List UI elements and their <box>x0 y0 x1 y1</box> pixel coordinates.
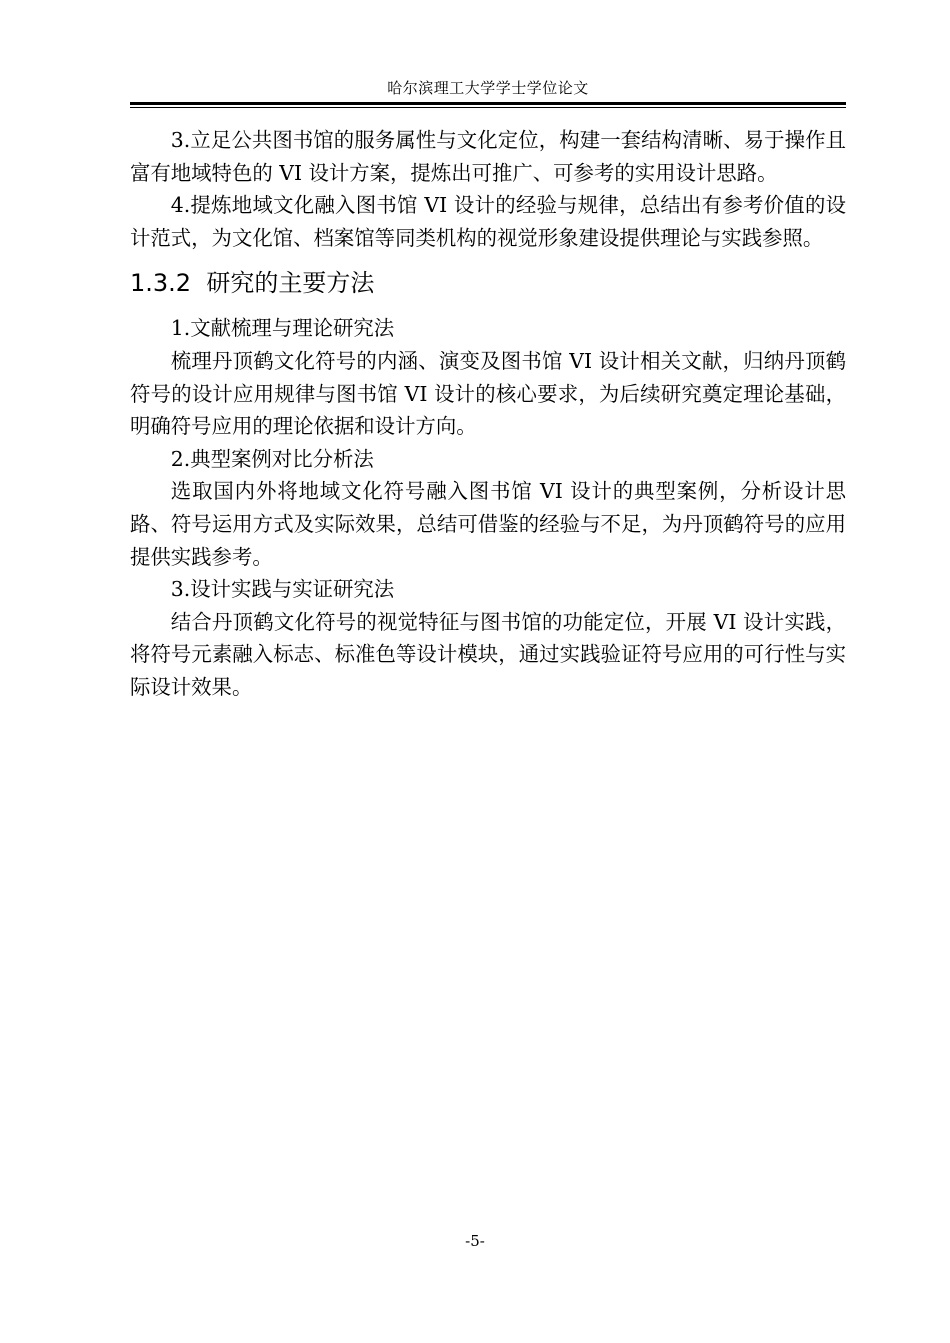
section-title: 研究的主要方法 <box>206 269 375 298</box>
page-number: -5- <box>465 1232 485 1250</box>
method-2-text: 选取国内外将地域文化符号融入图书馆 VI 设计的典型案例，分析设计思路、符号运用方式及实际效果，总结可借鉴的经验与不足，为丹顶鹤符号的应用提供实践参考。 <box>130 479 846 569</box>
paragraph-goal-4: 4.提炼地域文化融入图书馆 VI 设计的经验与规律，总结出有参考价值的设计范式，为文化馆、档案馆等同类机构的视觉形象建设提供理论与实践参照。 <box>130 193 846 250</box>
document-body <box>130 124 846 704</box>
page-header <box>130 77 846 99</box>
method-1-text: 梳理丹顶鹤文化符号的内涵、演变及图书馆 VI 设计相关文献，归纳丹顶鹤符号的设计应用规律与图书馆 VI 设计的核心要求，为后续研究奠定理论基础，明确符号应用的理论依据和设计方向。 <box>130 348 846 439</box>
header-title: 哈尔滨理工大学学士学位论文 <box>387 79 589 97</box>
header-rule <box>130 102 846 108</box>
method-3-title: 3.设计实践与实证研究法 <box>170 577 395 602</box>
section-heading <box>130 266 846 300</box>
method-2-title: 2.典型案例对比分析法 <box>170 446 374 471</box>
method-1-title: 1.文献梳理与理论研究法 <box>170 316 395 341</box>
method-3-text: 结合丹顶鹤文化符号的视觉特征与图书馆的功能定位，开展 VI 设计实践，将符号元素融入标志、标准色等设计模块，通过实践验证符号应用的可行性与实际设计效果。 <box>130 609 846 699</box>
paragraph-goal-3: 3.立足公共图书馆的服务属性与文化定位，构建一套结构清晰、易于操作且富有地域特色的 VI 设计方案，提炼出可推广、可参考的实用设计思路。 <box>130 128 846 185</box>
section-number: 1.3.2 <box>130 269 192 298</box>
